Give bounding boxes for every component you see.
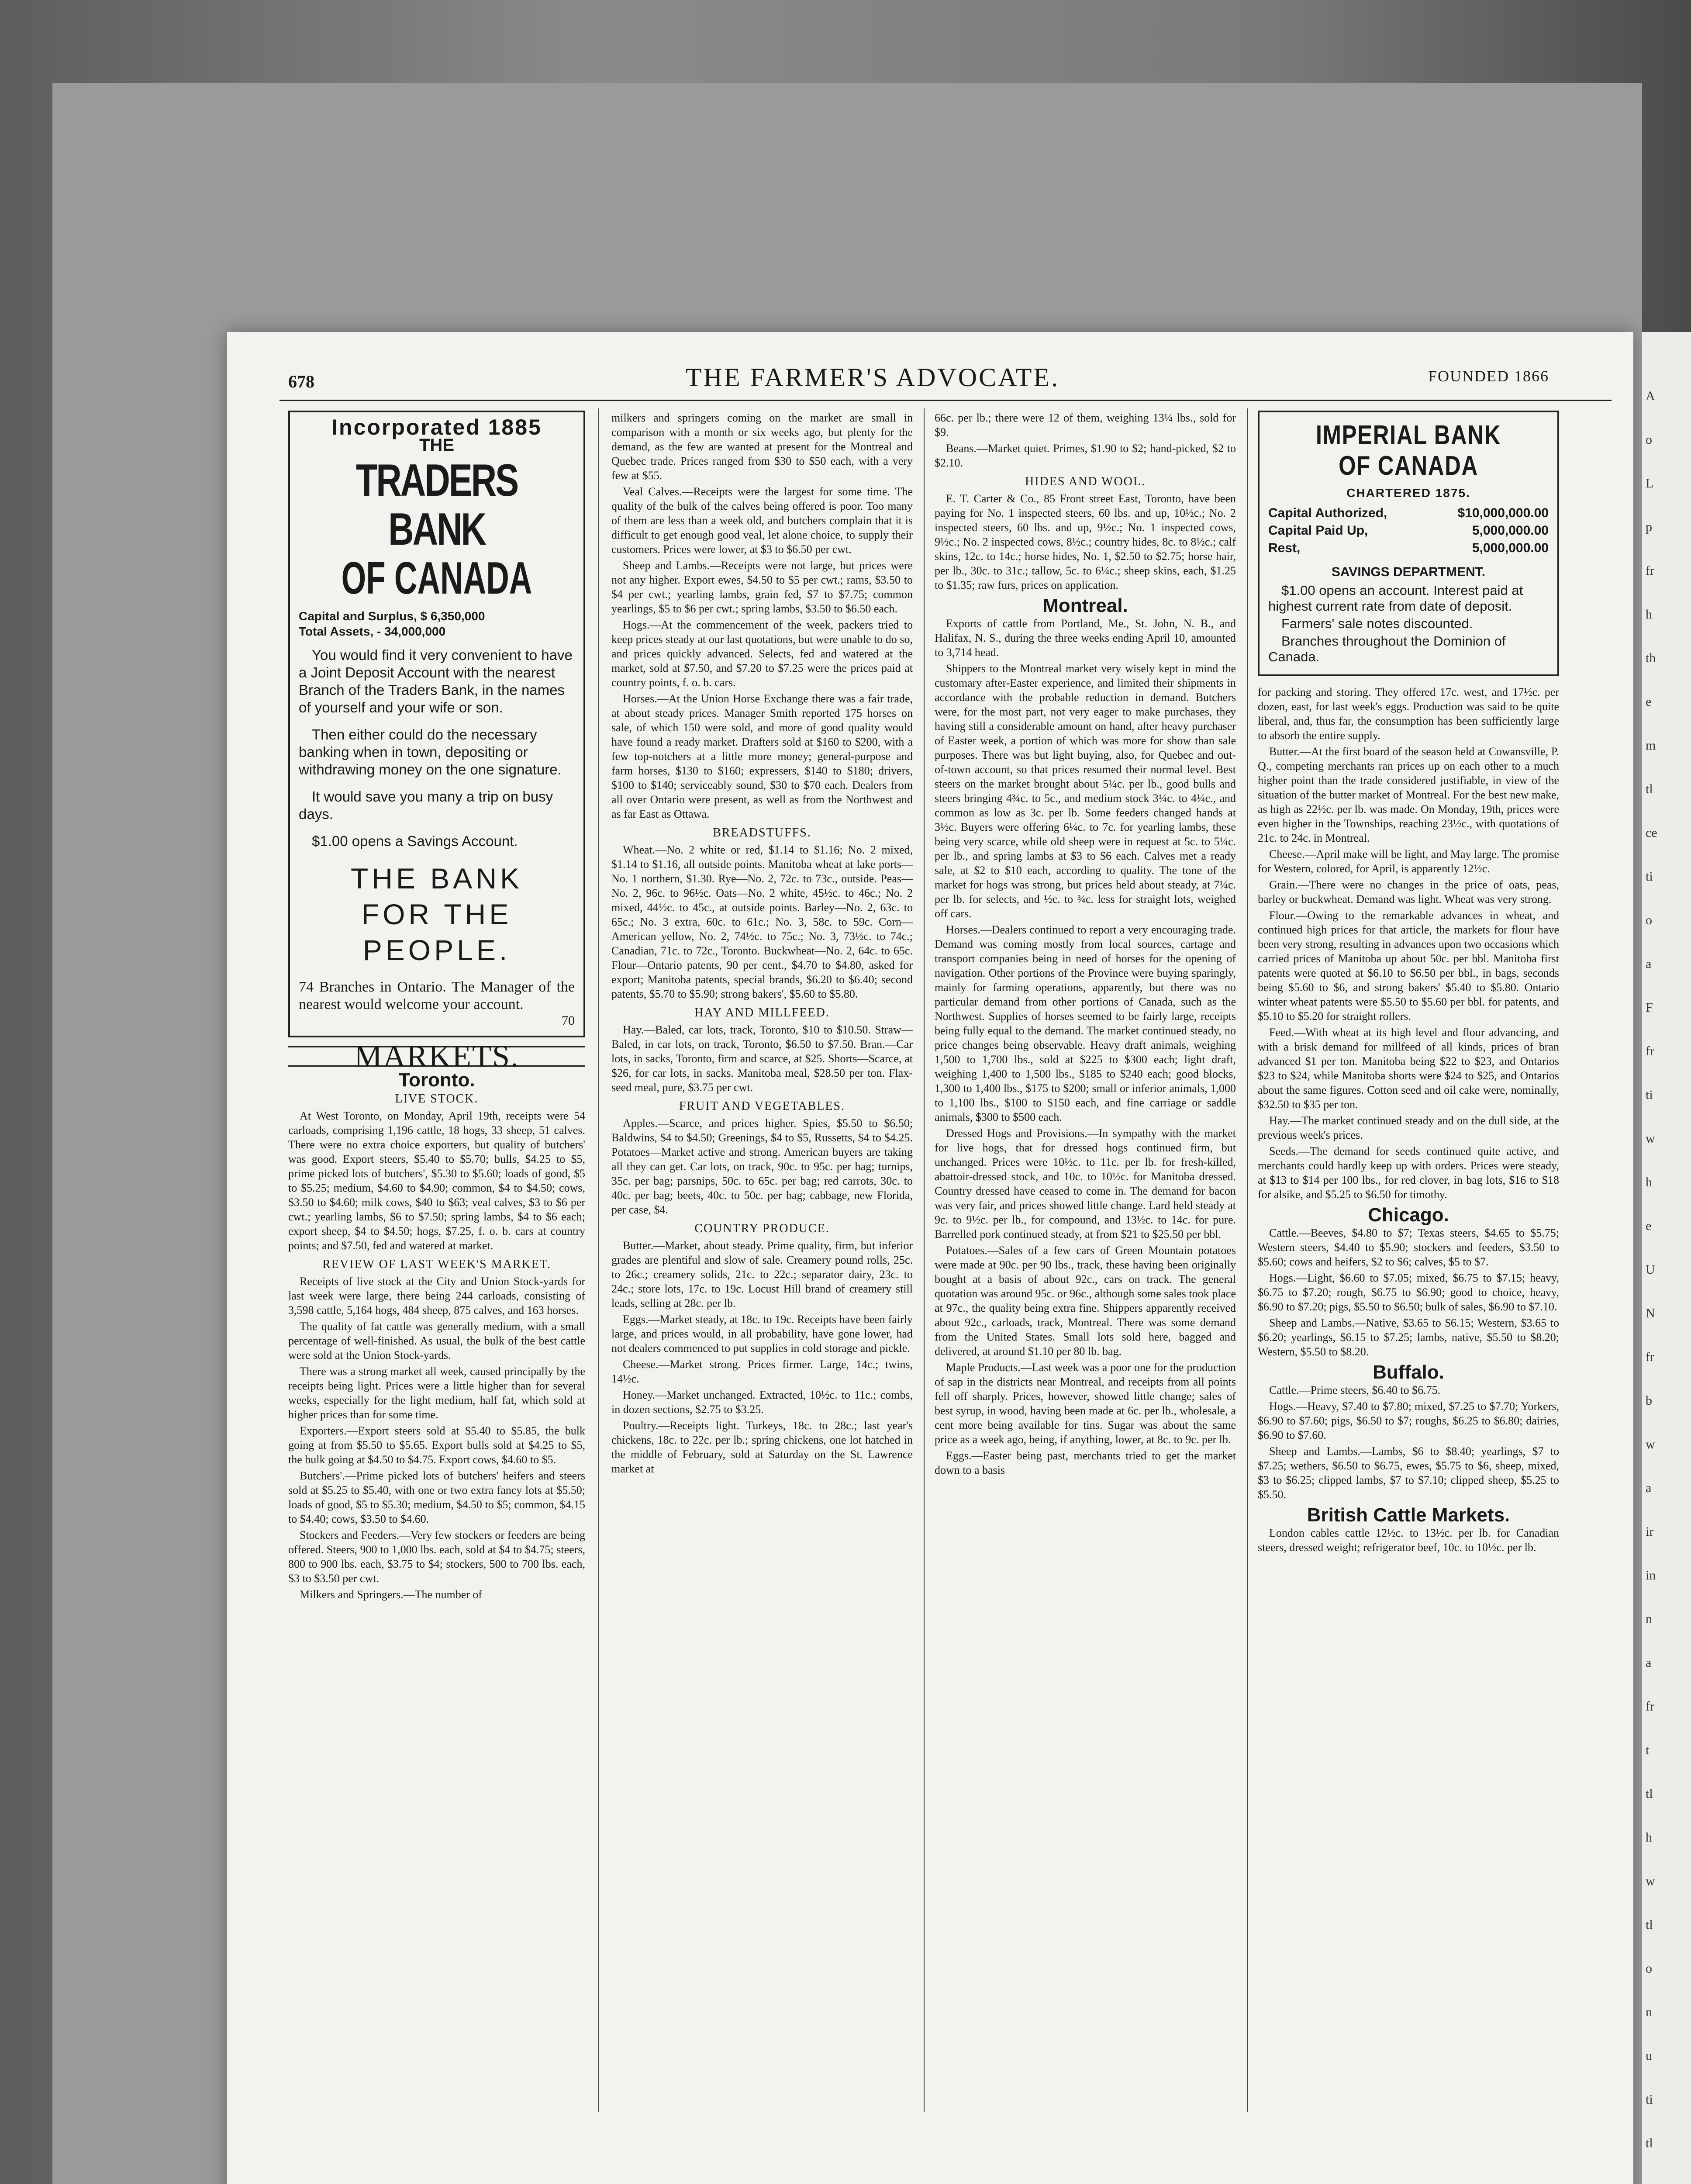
ad-body — [299, 646, 575, 850]
branches-text: 74 Branches in Ontario. The Manager of the nearest would welcome your account. — [299, 979, 575, 1013]
article-paragraph: Apples.—Scarce, and prices higher. Spies, $5.50 to $6.50; Baldwins, $4 to $4.50; Greenings, $4 to $5, Russetts, $4 to $4.25. Potatoes—Market active and strong. American buyers are taking all they can get. Car lots, on track, 90c. to 95c. per bag; turnips, 35c. per bag; parsnips, 50c. to 65c. per bag; red carrots, 30c. to 40c. per bag; beets, 40c. to 50c. per bag; cabbage, new Florida, per case, $4. — [611, 1117, 913, 1216]
slogan-line: THE BANK — [350, 862, 523, 895]
strip-fragment: n — [1646, 2005, 1652, 2019]
chicago-heading: Chicago. — [1368, 1204, 1449, 1226]
article-paragraph: Milkers and Springers.—The number of — [300, 1588, 483, 1601]
savings-heading: SAVINGS DEPARTMENT. — [1331, 565, 1486, 579]
strip-fragment: tl — [1646, 1787, 1653, 1801]
article-paragraph: Cattle.—Beeves, $4.80 to $7; Texas steers, $4.65 to $5.75; Western steers, $4.40 to $5.90; stockers and feeders, $3.50 to $5.60; cows and heifers, $2 to $6; calves, $5 to $7. — [1258, 1227, 1559, 1268]
strip-fragment: F — [1646, 1000, 1653, 1015]
slogan-line: FOR THE — [361, 898, 512, 930]
article-paragraph: Butter.—At the first board of the season held at Cowansville, P. Q., competing merchants ran prices up on each other to a much higher point than the trade considered justifiable, in view of the situation of the butter market of Montreal. For the best new make, as high as 22½c. per lb. was made. On Monday, 19th, prices were even higher in the Townships, reaching 23½c., with quotations of 21c. to 24c. in Montreal. — [1258, 745, 1559, 844]
article-paragraph: Veal Calves.—Receipts were the largest for some time. The quality of the bulk of the calves being offered is poor. Too many of them are less than a week old, and butchers complain that it is difficult to get enough good veal, let alone choice, to supply their customers. Prices were lower, at $3 to $6.50 per cwt. — [611, 485, 913, 556]
article-paragraph: Horses.—Dealers continued to report a very encouraging trade. Demand was coming mostly from local sources, cartage and transport companies being in need of horses for the opening of navigation. Other portions of the Province were buying sparingly, mainly for farming operations, apparently, but there was no particular demand from other portions of Canada, such as the Northwest. Supplies of horses seemed to be fairly large, receipts being fully equal to the demand. The market continued steady, no price changes being observable. Heavy draft animals, weighing 1,500 to 1,700 lbs., sold at $225 to $300 each; light draft, weighing 1,400 to 1,500 lbs., $185 to $240 each; good blocks, 1,300 to 1,400 lbs., $175 to $200; small or inferior animals, 1,000 to 1,100 lbs., $100 to $150 each, and fine carriage or saddle animals, $300 to $500 each. — [935, 923, 1236, 1123]
article-paragraph: Hogs.—At the commencement of the week, packers tried to keep prices steady at our last quotations, but were unable to do so, and prices quickly advanced. Selects, fed and watered at the market, sold at $7.50, and $7.20 to $7.25 were the prices paid at country points, f. o. b. cars. — [611, 619, 913, 689]
article-paragraph: Potatoes.—Sales of a few cars of Green Mountain potatoes were made at 90c. per 90 lbs., track, these having been originally bought at a basis of about 92c., cars on track. The general quotation was around 95c. or 96c., although some sales took place at 97c., the quality being extra fine. Shippers apparently received about 92c., carloads, track, Montreal. There was some demand from the United States. Small lots sold here, bagged and delivered, at around $1.10 per 80 lb. bag. — [935, 1244, 1236, 1358]
section-heading: HIDES AND WOOL. — [1025, 475, 1146, 488]
column-rule — [924, 408, 925, 2112]
strip-fragment: tl — [1646, 1918, 1653, 1932]
article-paragraph: Receipts of live stock at the City and Union Stock-yards for last week were large, there being 244 carloads, consisting of 3,598 cattle, 5,164 hogs, 484 sheep, 875 calves, and 163 horses. — [288, 1275, 585, 1317]
article-paragraph: Cheese.—Market strong. Prices firmer. Large, 14c.; twins, 14½c. — [611, 1358, 913, 1385]
strip-fragment: o — [1646, 1961, 1652, 1976]
ad-paragraph: Branches throughout the Dominion of Canada. — [1268, 633, 1506, 664]
strip-fragment: ti — [1646, 2092, 1653, 2107]
strip-fragment: b — [1646, 1393, 1652, 1408]
strip-fragment: w — [1646, 1131, 1655, 1146]
section-heading: BREADSTUFFS. — [713, 826, 811, 840]
ad-paragraph: Then either could do the necessary banking when in town, depositing or withdrawing money on the one signature. — [299, 726, 562, 778]
section-heading: HAY AND MILLFEED. — [694, 1006, 830, 1019]
strip-fragment: L — [1646, 476, 1654, 491]
ad-code: 70 — [562, 1013, 575, 1028]
strip-fragment: fr — [1646, 1044, 1654, 1058]
row-value: 5,000,000.00 — [1472, 523, 1549, 538]
strip-fragment: a — [1646, 957, 1652, 971]
article-paragraph: Grain.—There were no changes in the price of oats, peas, barley or buckwheat. Demand was light. Wheat was very strong. — [1258, 878, 1559, 905]
adjacent-page-strip — [1642, 332, 1691, 2184]
article-paragraph: Beans.—Market quiet. Primes, $1.90 to $2; hand-picked, $2 to $2.10. — [935, 442, 1236, 469]
article-paragraph: Honey.—Market unchanged. Extracted, 10½c. to 11c.; combs, in dozen sections, $2.75 to $3.25. — [611, 1389, 913, 1416]
imperial-bank-ad — [1258, 411, 1559, 676]
slogan — [299, 860, 575, 968]
row-label: Capital Authorized, — [1268, 506, 1387, 520]
ad-paragraph: It would save you many a trip on busy days. — [299, 788, 553, 822]
article-paragraph: Poultry.—Receipts light. Turkeys, 18c. to 28c.; last year's chickens, 18c. to 22c. per lb.; spring chickens, one lot hatched in the middle of February, sold at Saturday on the St. Lawrence market at — [611, 1419, 913, 1475]
strip-fragment: in — [1646, 1568, 1656, 1583]
strip-fragment: U — [1646, 1262, 1655, 1277]
strip-fragment: tl — [1646, 2136, 1653, 2150]
capital-row — [1268, 522, 1549, 539]
section-heading: FRUIT AND VEGETABLES. — [679, 1099, 846, 1113]
strip-fragment: e — [1646, 1219, 1652, 1233]
bank-name-line2: OF CANADA — [1339, 451, 1478, 481]
article-paragraph: Stockers and Feeders.—Very few stockers or feeders are being offered. Steers, 900 to 1,000 lbs. each, sold at $4 to $4.75; steers, 800 to 900 lbs. each, $3.75 to $4; stockers, 500 to 700 lbs. each, $3 to $3.50 per cwt. — [288, 1529, 585, 1585]
montreal-heading: Montreal. — [1042, 595, 1128, 616]
article-paragraph: Dressed Hogs and Provisions.—In sympathy with the market for live hogs, that for dressed hogs continued firm, but unchanged. Prices were 10½c. to 11c. per lb. for fresh-killed, abattoir-dressed stock, and 10c. to 10½c. for Manitoba dressed. Country dressed have ceased to come in. The demand for bacon was very fair, and prices showed little change. Lard held steady at 9c. to 9½c. per lb., for compound, and 13½c. to 14c. for pure. Barrelled pork continued steady, at from $21 to $25.50 per bbl. — [935, 1127, 1236, 1241]
article-paragraph: for packing and storing. They offered 17c. west, and 17½c. per dozen, east, for last week's eggs. Production was said to be quite liberal, and, thus far, the consumption has been sufficiently large to absorb the entire supply. — [1258, 686, 1559, 742]
strip-fragment: t — [1646, 1743, 1650, 1757]
article-paragraph: Exports of cattle from Portland, Me., St. John, N. B., and Halifax, N. S., during the three weeks ending April 10, amounted to 3,714 head. — [935, 617, 1236, 659]
strip-fragment: a — [1646, 1655, 1652, 1670]
strip-fragment: m — [1646, 738, 1656, 753]
capital-line: Capital and Surplus, $ 6,350,000 — [299, 609, 485, 623]
markets-heading: MARKETS. — [288, 1046, 585, 1067]
article-paragraph: Hogs.—Light, $6.60 to $7.05; mixed, $6.75 to $7.15; heavy, $6.75 to $7.20; rough, $6.75 to $6.90; good to choice, heavy, $6.90 to $7.20; pigs, $5.50 to $6.50; bulk of sales, $6.90 to $7.10. — [1258, 1272, 1559, 1313]
strip-fragment: h — [1646, 1830, 1652, 1845]
strip-fragment: fr — [1646, 1350, 1654, 1364]
article-paragraph: At West Toronto, on Monday, April 19th, receipts were 54 carloads, comprising 1,196 cattle, 18 hogs, 33 sheep, 51 calves. There were no extra choice exporters, but quality of butchers' was good. Export steers, $5.40 to $5.70; bulls, $4.25 to $5, prime picked lots of butchers', $5.30 to $5.60; loads of good, $5 to $5.25; medium, $4.60 to $4.90; common, $4 to $4.50; cows, $3.50 to $4.60; milk cows, $40 to $63; veal calves, $3 to $6 per cwt.; yearling lambs, $6 to $7.50; spring lambs, $4 to $6 each; export sheep, $4 to $4.50; hogs, $7.25, f. o. b. cars at country points; and $7.50, fed and watered at market. — [288, 1109, 585, 1252]
strip-fragment: ir — [1646, 1524, 1654, 1539]
strip-fragment: ce — [1646, 826, 1657, 840]
strip-fragment: N — [1646, 1306, 1655, 1320]
article-paragraph: Cattle.—Prime steers, $6.40 to $6.75. — [1269, 1384, 1441, 1396]
strip-fragment: o — [1646, 432, 1652, 447]
article-paragraph: E. T. Carter & Co., 85 Front street East, Toronto, have been paying for No. 1 inspected steers, 60 lbs. and up, 10½c.; No. 2 inspected steers, 60 lbs. and up, 9½c.; No. 1 inspected cows, 9½c.; No. 2 inspected cows, 8½c.; country hides, 8c. to 8½c.; calf skins, 12c. to 14c.; horse hides, No. 1, $2.50 to $2.75; horse hair, per lb., 30c. to 31c.; tallow, 5c. to 6¼c.; sheep skins, each, $1.25 to $1.35; raw furs, prices on application. — [935, 492, 1236, 591]
row-value: 5,000,000.00 — [1472, 541, 1549, 555]
bank-name-line1: IMPERIAL BANK — [1315, 420, 1501, 450]
strip-fragment: a — [1646, 1481, 1652, 1495]
article-paragraph: Seeds.—The demand for seeds continued quite active, and merchants could hardly keep up with orders. Prices were steady, at $13 to $14 per 100 lbs., for red clover, in bag lots, $16 to $18 for alsike, and $5.25 to $6.50 for timothy. — [1258, 1145, 1559, 1201]
publication-title: THE FARMER'S ADVOCATE. — [686, 363, 1060, 392]
article-paragraph: Sheep and Lambs.—Native, $3.65 to $6.15; Western, $3.65 to $6.20; yearlings, $6.15 to $7.25; lambs, native, $5.50 to $8.20; Western, $5.50 to $8.20. — [1258, 1317, 1559, 1358]
strip-fragment: h — [1646, 607, 1652, 622]
strip-fragment: p — [1646, 520, 1652, 534]
capital-row — [1268, 505, 1549, 522]
ad-paragraph: You would find it very convenient to have a Joint Deposit Account with the nearest Branch of the Traders Bank, in the names of yourself and your wife or son. — [299, 647, 573, 715]
page-number: 678 — [288, 372, 314, 391]
article-paragraph: Hay.—Baled, car lots, track, Toronto, $10 to $10.50. Straw—Baled, in car lots, on track, Toronto, $6.50 to $7.50. Bran.—Car lots, in sacks, Toronto, firm and scarce, at $25. Shorts—Scarce, at $26, for car lots, in sacks. Manitoba meal, $28.50 per ton. Flax-seed meal, pure, $3.75 per cwt. — [611, 1023, 913, 1094]
ad-paragraph: $1.00 opens an account. Interest paid at highest current rate from date of deposit. — [1268, 583, 1523, 614]
article-paragraph: 66c. per lb.; there were 12 of them, weighing 13¼ lbs., sold for $9. — [935, 411, 1236, 439]
row-value: $10,000,000.00 — [1457, 506, 1549, 520]
strip-fragment: u — [1646, 2049, 1652, 2063]
row-label: Capital Paid Up, — [1268, 523, 1368, 538]
strip-fragment: fr — [1646, 1699, 1654, 1714]
assets-line: Total Assets, - 34,000,000 — [299, 625, 446, 638]
section-heading: LIVE STOCK. — [395, 1092, 479, 1106]
strip-fragment: w — [1646, 1437, 1655, 1451]
british-markets-heading: British Cattle Markets. — [1307, 1504, 1510, 1526]
traders-bank-ad — [288, 411, 585, 1037]
article-paragraph: Flour.—Owing to the remarkable advances in wheat, and continued high prices for that article, the markets for flour have been very strong, resulting in advances upon two occasions which carried prices of Manitoba up about 50c. per bbl. Manitoba first patents were quoted at $6.10 to $6.50 per bbl., in bags, seconds being $5.60 to $6, and strong bakers' $5.40 to $5.80. Ontario winter wheat patents were $5.50 to $5.60 per bbl. for patents, and $5.10 to $5.20 for straight rollers. — [1258, 909, 1559, 1023]
column-1 — [288, 411, 585, 1603]
article-paragraph: Butchers'.—Prime picked lots of butchers' heifers and steers sold at $5.25 to $5.40, with one or two extra fancy lots at $5.50; loads of good, $5 to $5.30; medium, $4.50 to $5; common, $4.15 to $4.40; cows, $3.50 to $4.60. — [288, 1469, 585, 1525]
header-rule — [280, 400, 1612, 401]
strip-fragment: th — [1646, 651, 1656, 665]
article-paragraph: Eggs.—Market steady, at 18c. to 19c. Receipts have been fairly large, and prices would, in all probability, have gone lower, had not dealers commenced to put supplies in cold storage and pickle. — [611, 1313, 913, 1355]
article-paragraph: Sheep and Lambs.—Receipts were not large, but prices were not any higher. Export ewes, $4.50 to $5 per cwt.; rams, $3.50 to $4 per cwt.; yearling lambs, grain fed, $7 to $7.75; common yearlings, $5 to $6 per cwt.; spring lambs, $3.50 to $6.50 each. — [611, 559, 913, 615]
article-paragraph: Sheep and Lambs.—Lambs, $6 to $8.40; yearlings, $7 to $7.25; wethers, $6.50 to $6.75, ewes, $5.75 to $6, sheep, mixed, $3 to $6.25; clipped lambs, $7 to $7.10; clipped sheep, $5.25 to $5.50. — [1258, 1445, 1559, 1501]
strip-fragment: w — [1646, 1874, 1655, 1888]
toronto-heading: Toronto. — [398, 1069, 475, 1091]
article-paragraph: Horses.—At the Union Horse Exchange there was a fair trade, at about steady prices. Manager Smith reported 175 horses on sale, of which 150 were sold, and more of good quality would have found a ready market. Drafters sold at $160 to $200, with a few top-notchers at a little more money; general-purpose and farm horses, $130 to $160; expressers, $140 to $180; drivers, $100 to $140; serviceably sound, $30 to $70 each. Dealers from all over Ontario were present, as well as from the Northwest and as far East as Ottawa. — [611, 692, 913, 820]
bank-name-line1: TRADERS BANK — [355, 455, 518, 555]
bank-name-line2: OF CANADA — [341, 553, 532, 604]
row-label: Rest, — [1268, 541, 1301, 555]
article-paragraph: Cheese.—April make will be light, and May large. The promise for Western, colored, for April, is apparently 12½c. — [1258, 848, 1559, 875]
article-paragraph: Wheat.—No. 2 white or red, $1.14 to $1.16; No. 2 mixed, $1.14 to $1.16, all outside points. Manitoba wheat at lake ports—No. 1 northern, $1.30. Rye—No. 2, 72c. to 73c., outside. Peas—No. 2, 96c. to 96½c. Oats—No. 2 white, 45½c. to 46c.; No. 2 mixed, 44½c. to 45c., at outside points. Barley—No. 2, 63c. to 65c.; No. 3 extra, 60c. to 61c.; No. 3, 58c. to 59c. Corn—American yellow, No. 2, 74½c. to 75c.; No. 3, 73½c. to 74c.; Canadian, 71c. to 72c., Toronto. Buckwheat—No. 2, 64c. to 65c. Flour—Ontario patents, 90 per cent., $4.70 to $4.80, asked for export; Manitoba patents, special brands, $6.20 to $6.40; second patents, $5.70 to $5.90; strong bakers', $5.60 to $5.80. — [611, 843, 913, 1000]
strip-fragment: fr — [1646, 563, 1654, 578]
article-paragraph: London cables cattle 12½c. to 13½c. per lb. for Canadian steers, dressed weight; refrigerator beef, 10c. to 10½c. per lb. — [1258, 1527, 1559, 1554]
column-3 — [935, 411, 1236, 1479]
article-paragraph: Exporters.—Export steers sold at $5.40 to $5.85, the bulk going at from $5.50 to $5.65. Export bulls sold at $4.25 to $5, the bulk going at $4.50 to $4.75. Export cows, $4.60 to $5. — [288, 1424, 585, 1466]
article-paragraph: Hay.—The market continued steady and on the dull side, at the previous week's prices. — [1258, 1114, 1559, 1141]
strip-fragment: tl — [1646, 782, 1653, 796]
article-paragraph: Hogs.—Heavy, $7.40 to $7.80; mixed, $7.25 to $7.70; Yorkers, $6.90 to $7.60; pigs, $6.50 to $7; roughs, $6.25 to $6.80; dairies, $6.90 to $7.60. — [1258, 1400, 1559, 1441]
ad-paragraph: $1.00 opens a Savings Account. — [312, 833, 518, 849]
article-paragraph: Maple Products.—Last week was a poor one for the production of sap in the districts near Montreal, and receipts from all points fell off sharply. Prices, however, showed little change; sales of best syrup, in wood, having been made at 6c. per lb., wholesale, a cent more being available for tins. Sugar was about the same price as a week ago, being, if anything, lower, at 8c. to 9c. per lb. — [935, 1361, 1236, 1446]
column-rule — [1247, 408, 1248, 2112]
section-heading: REVIEW OF LAST WEEK'S MARKET. — [322, 1258, 551, 1271]
section-heading: COUNTRY PRODUCE. — [694, 1222, 830, 1235]
strip-fragment: A — [1646, 389, 1655, 403]
strip-fragment: ti — [1646, 869, 1653, 884]
strip-fragment: n — [1646, 1612, 1652, 1626]
capital-row — [1268, 539, 1549, 557]
founded-line: FOUNDED 1866 — [1428, 367, 1550, 385]
strip-fragment: h — [1646, 1175, 1652, 1189]
strip-fragment: e — [1646, 695, 1652, 709]
article-paragraph: Shippers to the Montreal market very wisely kept in mind the customary after-Easter experience, and limited their shipments in accordance with the probable reduction in demand. Butchers were, for the most part, not very eager to make purchases, they having still a considerable amount on hand, after heavy purchaser of Easter week, a portion of which was more for show than sale purposes. There was but light buying, also, for Quebec and out-of-town account, so that prices resumed their normal level. Best steers on the market brought about 5¼c. per lb., good bulls and steers bringing 4¾c. to 5c., and medium stock 3¼c. to 4¼c., and common as low as 3c. per lb. Some feeders changed hands at 3½c. Buyers were offering 6¼c. to 7c. for yearling lambs, these being very scarce, while old sheep were in request at 5c. to 5¼c. per lb., and spring lambs at $3 to $6 each. Calves met a ready sale, at $2 to $10 each, according to quality. The tone of the market for hogs was strong, but prices held about steady, at 7¼c. per lb. for selects, and ½c. to ¾c. less for straight lots, weighed off cars. — [935, 662, 1236, 920]
article-paragraph: milkers and springers coming on the market are small in comparison with a month or six weeks ago, but plenty for the demand, as the few are wanted at present for the Montreal and Quebec trade. Prices ranged from $30 to $50 each, with a very few at $55. — [611, 411, 913, 482]
incorporated-line: Incorporated 1885 — [331, 415, 542, 439]
strip-fragment: o — [1646, 913, 1652, 927]
ad-body — [1268, 583, 1549, 665]
article-paragraph: Eggs.—Easter being past, merchants tried to get the market down to a basis — [935, 1449, 1236, 1476]
strip-fragment: ti — [1646, 1088, 1653, 1102]
ad-the: THE — [419, 435, 454, 455]
article-paragraph: There was a strong market all week, caused principally by the receipts being light. Prices were a little higher than for several weeks, especially for the light medium, half fat, which sold at higher prices than for some time. — [288, 1365, 585, 1421]
article-paragraph: Butter.—Market, about steady. Prime quality, firm, but inferior grades are plentiful and slow of sale. Creamery pound rolls, 25c. to 26c.; creamery solids, 21c. to 22c.; separator dairy, 23c. to 24c.; store lots, 17c. to 19c. Locust Hill brand of creamery still leads, selling at 28c. per lb. — [611, 1239, 913, 1310]
buffalo-heading: Buffalo. — [1373, 1362, 1444, 1383]
slogan-line: PEOPLE. — [362, 934, 511, 966]
ad-paragraph: Farmers' sale notes discounted. — [1281, 616, 1473, 631]
column-4 — [1258, 411, 1559, 1556]
chartered-line: CHARTERED 1875. — [1346, 486, 1470, 500]
newspaper-page — [227, 332, 1633, 2184]
column-rule — [598, 408, 599, 2112]
article-paragraph: Feed.—With wheat at its high level and flour advancing, and with a brisk demand for millfeed of all kinds, prices of bran advanced $1 per ton. Manitoba being $22 to $23, and Ontarios $23 to $24, while Manitoba shorts were $24 to $25, and Ontarios about the same figures. Cotton seed and oil cake were, nominally, $32.50 to $35 per ton. — [1258, 1026, 1559, 1111]
column-2 — [611, 411, 913, 1478]
article-paragraph: The quality of fat cattle was generally medium, with a small percentage of well-finished. As usual, the bulk of the best cattle were sold at the Union Stock-yards. — [288, 1320, 585, 1362]
